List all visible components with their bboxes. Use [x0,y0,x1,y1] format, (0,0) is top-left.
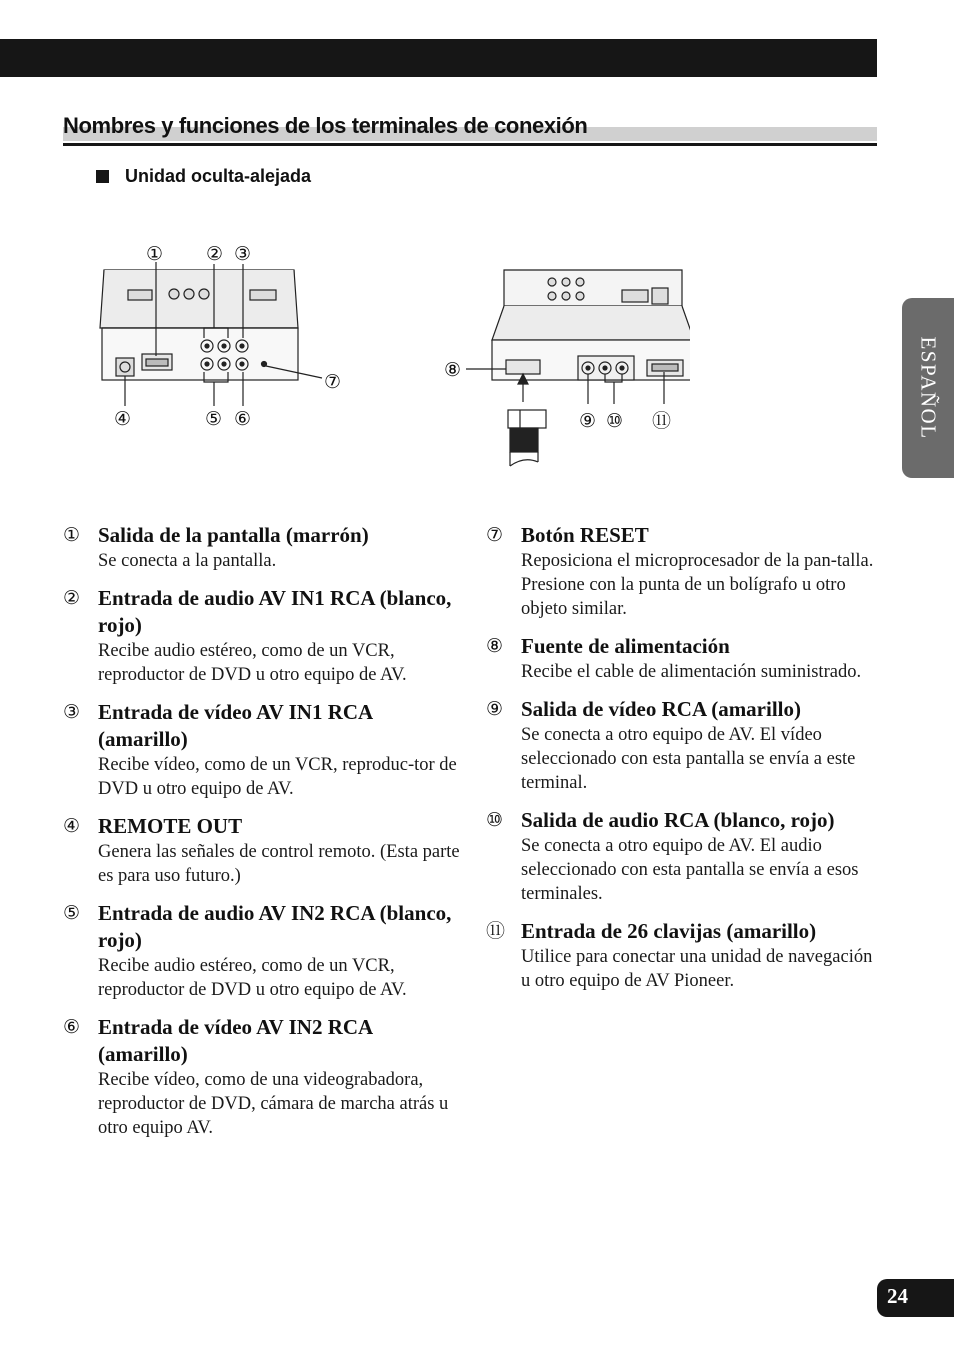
item-description: Utilice para conectar una unidad de navegación u otro equipo de AV Pioneer. [521,947,873,991]
item-number: ⑦ [486,524,504,546]
terminal-list-left [63,522,463,1152]
item-description: Se conecta a otro equipo de AV. El vídeo seleccionado con esta pantalla se envía a este terminal. [521,725,856,793]
item-description: Reposiciona el microprocesador de la pan-talla. Presione con la punta de un bolígrafo u otro objeto similar. [521,551,874,619]
list-item [486,918,878,993]
item-title: Salida de la pantalla (marrón) [98,523,369,547]
header-bar [0,39,877,77]
list-item [486,807,878,906]
item-description: Genera las señales de control remoto. (Esta parte es para uso futuro.) [98,842,460,886]
item-title: Salida de vídeo RCA (amarillo) [521,697,802,721]
item-description: Recibe audio estéreo, como de un VCR, reproductor de DVD u otro equipo de AV. [98,641,407,685]
item-description: Recibe el cable de alimentación suministrado. [521,662,862,682]
terminal-list-right [486,522,878,1005]
item-title: Entrada de vídeo AV IN2 RCA (amarillo) [98,1015,373,1066]
callout-7: ⑦ [324,371,342,393]
section-title [63,110,877,146]
list-item [486,522,878,621]
unit-rear [466,270,690,466]
list-item [63,585,463,687]
callout-1: ① [146,243,164,265]
item-description: Se conecta a otro equipo de AV. El audio seleccionado con esta pantalla se envía a esos terminales. [521,836,859,904]
item-title: Entrada de vídeo AV IN1 RCA (amarillo) [98,700,373,751]
item-number: ⑪ [486,920,506,942]
connection-diagram [90,230,690,480]
square-bullet-icon [96,170,109,183]
item-number: ④ [63,815,81,837]
item-description: Recibe audio estéreo, como de un VCR, reproductor de DVD u otro equipo de AV. [98,956,407,1000]
list-item [63,1014,463,1140]
list-item [63,900,463,1002]
item-number: ⑩ [486,809,504,831]
item-description: Recibe vídeo, como de un VCR, reproduc-tor de DVD u otro equipo de AV. [98,755,457,799]
language-label: ESPAÑOL [916,336,941,440]
item-number: ⑥ [63,1016,81,1038]
item-number: ② [63,587,81,609]
page-number: 24 [887,1284,908,1308]
item-title: Botón RESET [521,523,649,547]
callout-4: ④ [114,408,132,430]
item-number: ① [63,524,81,546]
item-description: Recibe vídeo, como de una videograbadora, reproductor de DVD, cámara de marcha atrás u otro equipo AV. [98,1070,449,1138]
page-number-tab [877,1279,954,1317]
item-title: Salida de audio RCA (blanco, rojo) [521,808,835,832]
list-item [63,522,463,573]
list-item [486,696,878,795]
item-title: Entrada de audio AV IN2 RCA (blanco, rojo) [98,901,452,952]
item-title: Fuente de alimentación [521,634,730,658]
subsection-title: Unidad oculta-alejada [125,166,312,186]
callout-6: ⑥ [234,408,252,430]
list-item [63,813,463,888]
page-title: Nombres y funciones de los terminales de conexión [63,113,588,138]
callout-9: ⑨ [579,410,597,432]
callout-5: ⑤ [205,408,223,430]
item-title: Entrada de 26 clavijas (amarillo) [521,919,817,943]
item-number: ③ [63,701,81,723]
list-item [63,699,463,801]
callout-3: ③ [234,243,252,265]
callout-11: ⑪ [652,410,672,432]
item-description: Se conecta a la pantalla. [98,551,277,571]
item-title: REMOTE OUT [98,814,243,838]
unit-front [100,262,322,406]
item-number: ⑨ [486,698,504,720]
list-item [486,633,878,684]
language-tab [902,298,954,478]
item-title: Entrada de audio AV IN1 RCA (blanco, rojo) [98,586,452,637]
callout-2: ② [206,243,224,265]
subsection-heading [96,166,311,187]
callout-8: ⑧ [444,359,462,381]
callout-10: ⑩ [606,410,624,432]
item-number: ⑧ [486,635,504,657]
item-number: ⑤ [63,902,81,924]
diagram-svg [90,230,690,480]
